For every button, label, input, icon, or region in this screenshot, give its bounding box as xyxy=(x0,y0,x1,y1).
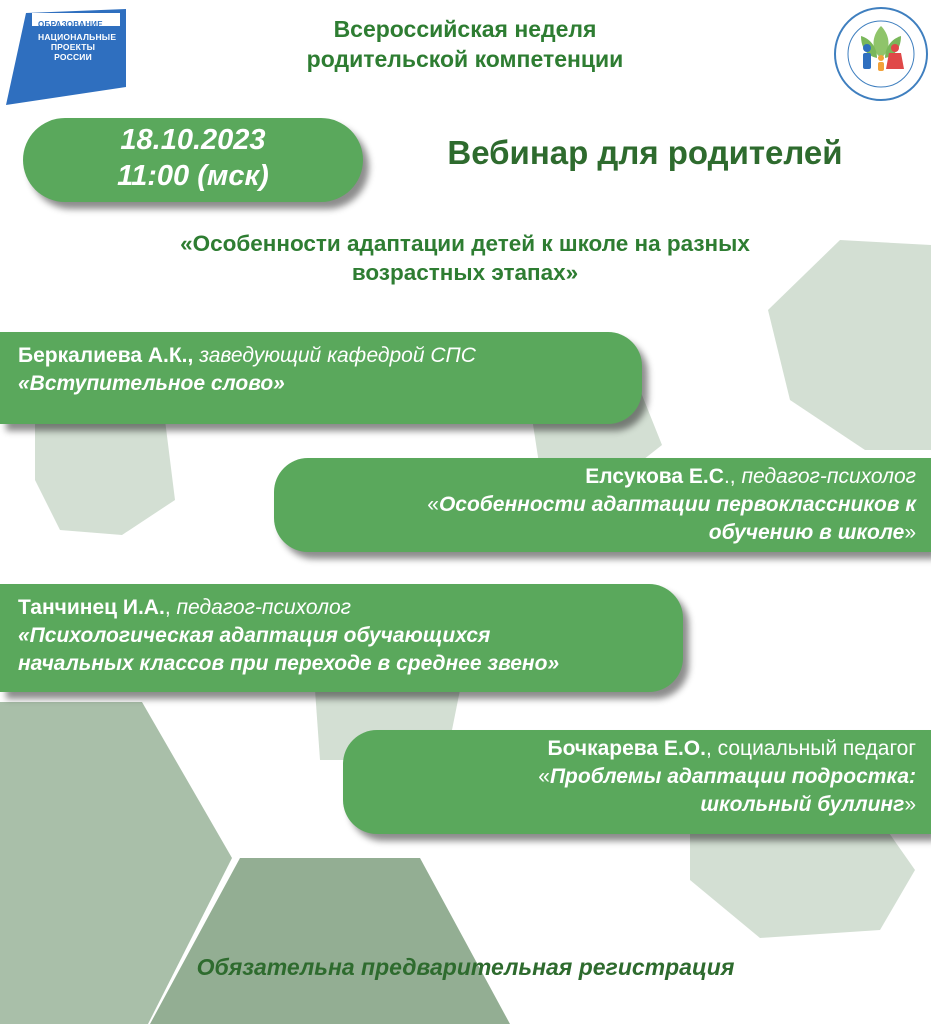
speaker-card-3 xyxy=(0,584,683,692)
webinar-title: Вебинар для родителей xyxy=(447,134,843,171)
logo-title: НАЦИОНАЛЬНЫЕ ПРОЕКТЫ РОССИИ xyxy=(38,32,117,62)
harmony-logo xyxy=(833,6,929,102)
date-time-badge xyxy=(23,118,363,202)
open-quote: « xyxy=(427,493,439,516)
event-time: 11:00 (мск) xyxy=(117,160,269,192)
speaker-card-1 xyxy=(0,332,642,424)
talk-title-line-2: начальных классов при переходе в среднее звено» xyxy=(18,652,560,675)
speaker-header xyxy=(363,735,916,763)
speaker-role: социальный педагог xyxy=(717,737,916,760)
speaker-role: заведующий кафедрой СПС xyxy=(193,344,476,367)
speaker-role-prefix: , xyxy=(164,596,177,619)
talk-title-line-2 xyxy=(294,519,916,547)
talk-title: Особенности адаптации первоклассников к xyxy=(438,493,916,516)
speaker-header xyxy=(294,463,916,491)
hexagon-shape xyxy=(690,820,915,938)
talk-title-line-2 xyxy=(363,791,916,819)
speaker-header xyxy=(18,594,665,622)
speaker-role: педагог-психолог xyxy=(741,465,916,488)
speaker-role-prefix: , xyxy=(705,737,718,760)
header-line-1: Всероссийская неделя xyxy=(333,16,597,42)
page-header xyxy=(220,14,710,74)
talk-title: Проблемы адаптации подростка: xyxy=(549,765,916,788)
national-projects-logo xyxy=(4,5,136,107)
talk-title-line-1 xyxy=(294,491,916,519)
speaker-name: Елсукова Е.С xyxy=(585,465,724,488)
family-emblem-icon xyxy=(833,6,929,102)
header-line-2: родительской компетенции xyxy=(306,46,624,72)
speaker-card-2 xyxy=(274,458,931,552)
close-quote: » xyxy=(904,521,916,544)
talk-title-line-1 xyxy=(363,763,916,791)
talk-title-line-1: «Психологическая адаптация обучающихся xyxy=(18,624,491,647)
registration-notice: Обязательна предварительная регистрация xyxy=(196,954,735,980)
event-date: 18.10.2023 xyxy=(120,124,266,156)
speaker-role-prefix: ., xyxy=(723,465,742,488)
close-quote: » xyxy=(904,793,916,816)
speaker-name: Беркалиева А.К., xyxy=(18,344,194,367)
speaker-header xyxy=(18,342,622,370)
talk-title: «Вступительное слово» xyxy=(18,372,285,395)
talk-title: школьный буллинг xyxy=(700,793,905,816)
topic-line-2: возрастных этапах» xyxy=(351,260,579,285)
speaker-name: Танчинец И.А. xyxy=(18,596,165,619)
open-quote: « xyxy=(538,765,550,788)
webinar-topic xyxy=(60,229,870,287)
logo-caption: ОБРАЗОВАНИЕ xyxy=(38,20,103,29)
topic-line-1: «Особенности адаптации детей к школе на разных xyxy=(180,231,750,256)
hexagon-shape xyxy=(35,420,175,535)
speaker-role: педагог-психолог xyxy=(176,596,352,619)
talk-title: обучению в школе xyxy=(708,521,905,544)
speaker-name: Бочкарева Е.О. xyxy=(547,737,706,760)
speaker-card-4 xyxy=(343,730,931,834)
